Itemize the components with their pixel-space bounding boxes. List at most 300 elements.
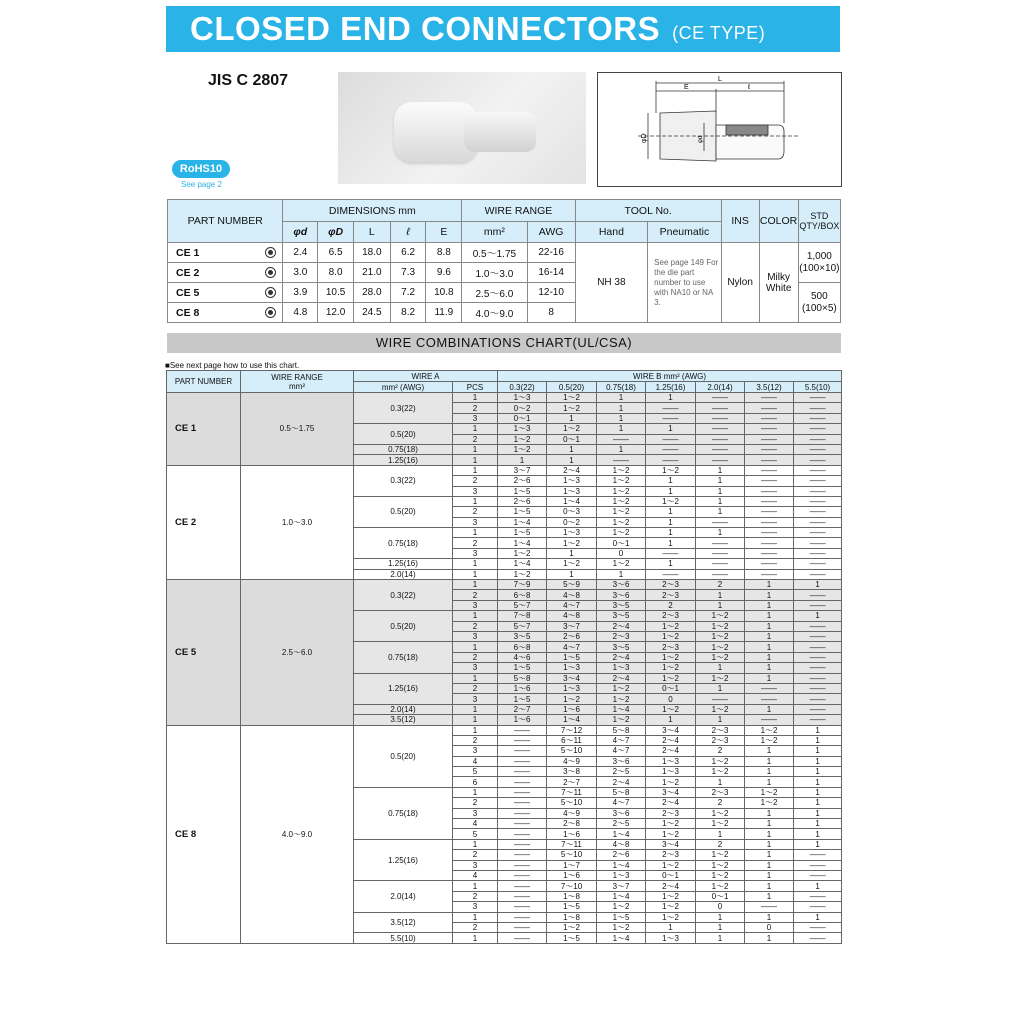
wc-cell: 1 xyxy=(745,777,794,787)
wc-part-number: CE 5 xyxy=(167,580,241,725)
standard-code: JIS C 2807 xyxy=(208,72,289,89)
wc-cell: 1〜2 xyxy=(696,808,745,818)
wc-cell: ―― xyxy=(794,413,842,423)
wc-pcs: 4 xyxy=(453,870,498,880)
wc-cell: 1 xyxy=(696,829,745,839)
dim-mm2: 1.0〜3.0 xyxy=(462,263,527,283)
wc-cell: ―― xyxy=(794,933,842,943)
wc-cell: 4〜7 xyxy=(597,798,646,808)
wc-cell: 1〜2 xyxy=(646,860,696,870)
wc-cell: 1〜2 xyxy=(646,652,696,662)
label-d: φd xyxy=(698,135,704,143)
wc-cell: 2〜6 xyxy=(597,850,646,860)
wc-cell: ―― xyxy=(498,725,547,735)
wc-pcs: 2 xyxy=(453,476,498,486)
wc-wire-range: 1.0〜3.0 xyxy=(241,465,354,579)
wc-cell: ―― xyxy=(498,829,547,839)
wc-cell: ―― xyxy=(794,434,842,444)
wc-cell: 1〜5 xyxy=(547,933,597,943)
wc-pcs: 3 xyxy=(453,663,498,673)
jis-mark-icon xyxy=(265,307,276,318)
wc-pcs: 1 xyxy=(453,559,498,569)
wc-cell: 1 xyxy=(646,538,696,548)
wc-cell: ―― xyxy=(745,528,794,538)
wc-cell: 1〜3 xyxy=(547,528,597,538)
wc-cell: 1〜8 xyxy=(547,912,597,922)
wc-cell: 1 xyxy=(696,507,745,517)
label-l: ℓ xyxy=(748,84,751,91)
dim-awg: 12-10 xyxy=(527,283,575,303)
wc-cell: 1 xyxy=(646,715,696,725)
wc-th-range xyxy=(241,371,354,393)
rohs-note: See page 2 xyxy=(181,180,222,189)
wc-cell: 0〜1 xyxy=(646,870,696,880)
dim-d: 3.0 xyxy=(283,263,318,283)
wc-cell: 1〜2 xyxy=(646,891,696,901)
wc-cell: 6〜8 xyxy=(498,590,547,600)
wc-cell: 1 xyxy=(696,496,745,506)
wc-cell: ―― xyxy=(745,444,794,454)
wc-pcs: 3 xyxy=(453,694,498,704)
dim-pneumatic-tool: See page 149 For the die part number to use with NA10 or NA 3. xyxy=(648,243,722,323)
wc-cell: 1 xyxy=(547,413,597,423)
dim-qty-b xyxy=(798,283,840,323)
wc-pcs: 1 xyxy=(453,673,498,683)
wc-pcs: 3 xyxy=(453,902,498,912)
wc-cell: 2〜4 xyxy=(646,798,696,808)
wc-pcs: 2 xyxy=(453,434,498,444)
th-d: φd xyxy=(283,222,318,243)
wc-th-col: 5.5(10) xyxy=(794,382,842,393)
title-banner xyxy=(166,6,840,52)
dim-ins: Nylon xyxy=(721,243,759,323)
wc-cell: ―― xyxy=(745,715,794,725)
wc-cell: 1〜2 xyxy=(696,881,745,891)
wc-cell: 0 xyxy=(745,922,794,932)
wc-cell: 1 xyxy=(794,756,842,766)
wc-cell: 2〜3 xyxy=(696,725,745,735)
wc-cell: ―― xyxy=(794,528,842,538)
wc-cell: ―― xyxy=(696,403,745,413)
wc-cell: 1 xyxy=(547,444,597,454)
wc-cell: 2〜8 xyxy=(547,819,597,829)
wc-cell: 1 xyxy=(745,652,794,662)
wc-pcs: 3 xyxy=(453,413,498,423)
wc-cell: 1 xyxy=(745,839,794,849)
wc-cell: 2〜4 xyxy=(597,673,646,683)
wc-cell: 2〜7 xyxy=(547,777,597,787)
wc-cell: 1 xyxy=(498,455,547,465)
wire-chart-title: WIRE COMBINATIONS CHART(UL/CSA) xyxy=(167,333,841,353)
wc-cell: 1〜2 xyxy=(745,725,794,735)
wc-wire-a: 0.5(20) xyxy=(354,611,453,642)
wc-cell: 1〜2 xyxy=(646,912,696,922)
wc-cell: ―― xyxy=(794,424,842,434)
wc-cell: ―― xyxy=(696,517,745,527)
wc-pcs: 2 xyxy=(453,538,498,548)
wc-cell: 1 xyxy=(646,922,696,932)
wc-cell: 1〜8 xyxy=(547,891,597,901)
wc-cell: 1〜5 xyxy=(498,663,547,673)
wc-pcs: 2 xyxy=(453,922,498,932)
wc-cell: 1 xyxy=(745,850,794,860)
wc-wire-range: 0.5〜1.75 xyxy=(241,393,354,466)
wc-cell: 0〜2 xyxy=(498,403,547,413)
wc-cell: 1 xyxy=(696,476,745,486)
wc-pcs: 2 xyxy=(453,798,498,808)
wc-th-range-unit: mm² xyxy=(289,381,305,391)
dim-row xyxy=(168,243,841,263)
wc-cell: 7〜11 xyxy=(547,839,597,849)
dim-l: 7.3 xyxy=(390,263,426,283)
wc-cell: 3〜4 xyxy=(646,839,696,849)
dim-E: 10.8 xyxy=(426,283,462,303)
wc-cell: 2〜4 xyxy=(646,735,696,745)
wc-cell: 1〜2 xyxy=(597,694,646,704)
connector-drawing-svg xyxy=(598,73,841,186)
wc-cell: 1〜5 xyxy=(547,652,597,662)
wc-cell: 1 xyxy=(696,777,745,787)
wc-cell: ―― xyxy=(745,559,794,569)
dim-mm2: 4.0〜9.0 xyxy=(462,303,527,323)
wc-cell: ―― xyxy=(794,455,842,465)
dim-mm2: 2.5〜6.0 xyxy=(462,283,527,303)
wc-cell: ―― xyxy=(794,507,842,517)
wc-row xyxy=(167,465,842,475)
th-hand: Hand xyxy=(575,222,648,243)
wc-cell: 1〜4 xyxy=(597,704,646,714)
wc-part-number: CE 2 xyxy=(167,465,241,579)
wc-group xyxy=(167,465,842,579)
product-photo xyxy=(338,72,586,184)
wc-cell: ―― xyxy=(794,683,842,693)
wc-pcs: 2 xyxy=(453,891,498,901)
wc-cell: ―― xyxy=(498,798,547,808)
wc-cell: 1 xyxy=(745,819,794,829)
wc-cell: 1〜2 xyxy=(597,476,646,486)
wc-cell: 2〜4 xyxy=(646,881,696,891)
wc-cell: 1〜4 xyxy=(597,829,646,839)
wc-cell: 5〜9 xyxy=(547,580,597,590)
wc-wire-a: 2.0(14) xyxy=(354,704,453,714)
wc-th-col: 3.5(12) xyxy=(745,382,794,393)
wc-cell: ―― xyxy=(745,538,794,548)
dim-E: 9.6 xyxy=(426,263,462,283)
wc-cell: ―― xyxy=(794,590,842,600)
wc-cell: 1 xyxy=(745,590,794,600)
wc-cell: 1 xyxy=(794,839,842,849)
wc-cell: 3〜5 xyxy=(597,600,646,610)
wire-chart-note: ■See next page how to use this chart. xyxy=(165,361,300,370)
dim-part-label: CE 2 xyxy=(176,266,200,279)
th-D: φD xyxy=(318,222,354,243)
wc-cell: ―― xyxy=(745,517,794,527)
dim-part-number xyxy=(168,243,283,263)
wc-cell: ―― xyxy=(498,839,547,849)
wc-cell: 1 xyxy=(745,673,794,683)
wc-cell: 1〜2 xyxy=(597,715,646,725)
wc-wire-range: 2.5〜6.0 xyxy=(241,580,354,725)
wc-cell: 5〜7 xyxy=(498,621,547,631)
wc-cell: 3〜5 xyxy=(498,631,547,641)
wc-cell: ―― xyxy=(794,652,842,662)
wc-cell: 1〜3 xyxy=(498,393,547,403)
wc-cell: ―― xyxy=(696,424,745,434)
wc-cell: 0〜3 xyxy=(547,507,597,517)
wc-cell: 7〜9 xyxy=(498,580,547,590)
connector-sleeve xyxy=(464,112,536,152)
wc-cell: ―― xyxy=(696,548,745,558)
wc-cell: 3〜6 xyxy=(597,756,646,766)
wc-cell: 1 xyxy=(794,725,842,735)
wc-cell: 7〜11 xyxy=(547,787,597,797)
dim-L: 21.0 xyxy=(353,263,390,283)
wc-cell: ―― xyxy=(794,393,842,403)
wc-cell: 1 xyxy=(745,870,794,880)
wc-wire-a: 5.5(10) xyxy=(354,933,453,943)
wc-cell: 1〜2 xyxy=(745,787,794,797)
wc-cell: 1 xyxy=(696,683,745,693)
wc-cell: 1 xyxy=(646,517,696,527)
wc-cell: 2〜4 xyxy=(547,465,597,475)
wc-cell: 7〜12 xyxy=(547,725,597,735)
wc-cell: ―― xyxy=(745,393,794,403)
wc-pcs: 2 xyxy=(453,507,498,517)
wc-cell: 1 xyxy=(696,933,745,943)
dim-qty-a-pack: (100×10) xyxy=(799,262,840,274)
wc-cell: 1 xyxy=(696,600,745,610)
wc-cell: 2〜3 xyxy=(646,580,696,590)
wc-cell: 1〜5 xyxy=(547,902,597,912)
wc-cell: 1〜2 xyxy=(696,652,745,662)
wc-cell: ―― xyxy=(794,663,842,673)
wc-cell: 1 xyxy=(646,424,696,434)
wc-cell: ―― xyxy=(794,673,842,683)
wc-cell: ―― xyxy=(794,600,842,610)
wc-cell: 1 xyxy=(745,767,794,777)
dim-L: 24.5 xyxy=(353,303,390,323)
wc-cell: 1〜2 xyxy=(498,434,547,444)
wc-cell: 3〜8 xyxy=(547,767,597,777)
wc-wire-a: 2.0(14) xyxy=(354,881,453,912)
wc-cell: ―― xyxy=(794,694,842,704)
wc-cell: 1 xyxy=(745,912,794,922)
wc-cell: 6〜11 xyxy=(547,735,597,745)
wc-cell: 1〜7 xyxy=(547,860,597,870)
page-title: CLOSED END CONNECTORS xyxy=(190,10,661,47)
wc-cell: 2 xyxy=(646,600,696,610)
wc-pcs: 1 xyxy=(453,787,498,797)
wc-cell: 1 xyxy=(547,569,597,579)
wc-cell: 1〜3 xyxy=(597,870,646,880)
wc-cell: 1〜2 xyxy=(745,735,794,745)
wc-pcs: 3 xyxy=(453,860,498,870)
dim-D: 6.5 xyxy=(318,243,354,263)
wc-cell: 1〜6 xyxy=(547,870,597,880)
wc-cell: ―― xyxy=(794,476,842,486)
wc-cell: 1 xyxy=(794,881,842,891)
wc-cell: 1〜2 xyxy=(696,611,745,621)
wc-cell: 4〜9 xyxy=(547,808,597,818)
wc-cell: 0 xyxy=(696,902,745,912)
wc-cell: ―― xyxy=(646,455,696,465)
wc-pcs: 4 xyxy=(453,756,498,766)
wc-cell: ―― xyxy=(794,465,842,475)
wc-cell: ―― xyxy=(498,850,547,860)
wc-cell: ―― xyxy=(498,902,547,912)
wc-pcs: 1 xyxy=(453,528,498,538)
dim-d: 4.8 xyxy=(283,303,318,323)
wc-pcs: 2 xyxy=(453,735,498,745)
dim-hand-tool: NH 38 xyxy=(575,243,648,323)
wc-wire-a: 0.3(22) xyxy=(354,465,453,496)
wc-cell: 1 xyxy=(646,507,696,517)
wc-cell: ―― xyxy=(696,559,745,569)
wc-cell: 1〜3 xyxy=(547,663,597,673)
wc-wire-a: 1.25(16) xyxy=(354,559,453,569)
wc-cell: 1〜2 xyxy=(646,496,696,506)
wc-cell: 1〜2 xyxy=(646,663,696,673)
wc-cell: 1 xyxy=(745,860,794,870)
th-ins: INS xyxy=(721,200,759,243)
wc-pcs: 2 xyxy=(453,850,498,860)
wc-cell: 1〜5 xyxy=(498,486,547,496)
wc-cell: 1 xyxy=(794,829,842,839)
wc-cell: ―― xyxy=(794,631,842,641)
wc-cell: 2〜6 xyxy=(498,496,547,506)
dim-qty-a xyxy=(798,243,840,283)
wc-cell: 1〜2 xyxy=(646,819,696,829)
wc-cell: 1 xyxy=(696,922,745,932)
wc-row xyxy=(167,580,842,590)
wc-cell: 1〜2 xyxy=(547,694,597,704)
wc-cell: 5〜10 xyxy=(547,746,597,756)
wc-cell: 1 xyxy=(745,600,794,610)
wc-cell: 3〜7 xyxy=(498,465,547,475)
wc-cell: ―― xyxy=(794,548,842,558)
wc-cell: ―― xyxy=(794,486,842,496)
dim-D: 10.5 xyxy=(318,283,354,303)
wc-cell: ―― xyxy=(498,767,547,777)
wc-cell: ―― xyxy=(794,496,842,506)
wc-cell: ―― xyxy=(745,413,794,423)
wc-cell: 1〜2 xyxy=(696,642,745,652)
wc-cell: ―― xyxy=(794,403,842,413)
dim-qty-b-value: 500 xyxy=(811,290,828,302)
wc-cell: 3〜7 xyxy=(547,621,597,631)
dimension-drawing xyxy=(597,72,842,187)
th-tool: TOOL No. xyxy=(575,200,721,222)
th-awg: AWG xyxy=(527,222,575,243)
wc-cell: 1 xyxy=(597,413,646,423)
label-E: E xyxy=(684,84,689,91)
th-E: E xyxy=(426,222,462,243)
th-std-qty: STD QTY/BOX xyxy=(798,200,840,243)
wc-cell: ―― xyxy=(498,735,547,745)
wc-cell: ―― xyxy=(646,548,696,558)
wc-pcs: 1 xyxy=(453,881,498,891)
wc-cell: 1〜2 xyxy=(547,424,597,434)
wc-pcs: 3 xyxy=(453,486,498,496)
wc-cell: 1 xyxy=(794,611,842,621)
wc-cell: 1〜3 xyxy=(547,683,597,693)
wc-cell: 1 xyxy=(646,559,696,569)
wc-cell: 3〜4 xyxy=(646,725,696,735)
wc-pcs: 3 xyxy=(453,517,498,527)
wc-cell: ―― xyxy=(794,517,842,527)
wc-cell: ―― xyxy=(794,860,842,870)
wc-cell: ―― xyxy=(696,538,745,548)
wc-cell: 0〜1 xyxy=(498,413,547,423)
wc-cell: 1 xyxy=(696,528,745,538)
wc-cell: 4〜8 xyxy=(547,590,597,600)
wc-cell: 1〜5 xyxy=(498,528,547,538)
wc-pcs: 1 xyxy=(453,725,498,735)
wc-pcs: 2 xyxy=(453,621,498,631)
dim-part-number xyxy=(168,263,283,283)
wc-cell: ―― xyxy=(696,694,745,704)
th-color: COLOR xyxy=(759,200,798,243)
wc-cell: 1〜2 xyxy=(745,798,794,808)
wc-cell: 4〜7 xyxy=(597,735,646,745)
wc-pcs: 1 xyxy=(453,496,498,506)
wc-cell: 1〜2 xyxy=(597,922,646,932)
wc-cell: 1〜2 xyxy=(547,922,597,932)
wc-cell: 1〜5 xyxy=(597,912,646,922)
wc-cell: ―― xyxy=(646,444,696,454)
wc-cell: 1〜2 xyxy=(597,486,646,496)
wc-cell: 1 xyxy=(745,631,794,641)
dim-D: 8.0 xyxy=(318,263,354,283)
wc-wire-a: 3.5(12) xyxy=(354,912,453,933)
wc-pcs: 1 xyxy=(453,611,498,621)
label-D: φD xyxy=(641,133,648,143)
wc-cell: ―― xyxy=(696,569,745,579)
wc-cell: 1 xyxy=(696,590,745,600)
wc-cell: 1〜2 xyxy=(696,756,745,766)
wc-cell: 1〜2 xyxy=(646,704,696,714)
wc-cell: ―― xyxy=(696,393,745,403)
wc-cell: 1 xyxy=(794,787,842,797)
wc-cell: ―― xyxy=(745,694,794,704)
wc-cell: 1 xyxy=(745,829,794,839)
wc-cell: 1〜2 xyxy=(597,559,646,569)
wc-pcs: 2 xyxy=(453,683,498,693)
dim-E: 11.9 xyxy=(426,303,462,323)
wc-cell: 1〜2 xyxy=(646,465,696,475)
wc-cell: 2〜3 xyxy=(646,611,696,621)
wc-cell: ―― xyxy=(794,538,842,548)
dimensions-table xyxy=(167,199,841,323)
wc-cell: ―― xyxy=(794,704,842,714)
wc-cell: 1〜5 xyxy=(498,694,547,704)
dim-l: 6.2 xyxy=(390,243,426,263)
th-L: L xyxy=(353,222,390,243)
wc-cell: 2〜3 xyxy=(696,735,745,745)
wc-cell: ―― xyxy=(794,922,842,932)
wc-pcs: 1 xyxy=(453,715,498,725)
dim-qty-a-value: 1,000 xyxy=(806,250,832,262)
wc-cell: ―― xyxy=(745,476,794,486)
dim-L: 18.0 xyxy=(353,243,390,263)
wc-cell: ―― xyxy=(745,548,794,558)
wc-wire-a: 0.5(20) xyxy=(354,725,453,787)
wc-cell: 1 xyxy=(597,393,646,403)
wc-cell: 2 xyxy=(696,839,745,849)
wc-cell: ―― xyxy=(794,850,842,860)
wc-part-number: CE 8 xyxy=(167,725,241,943)
wc-pcs: 1 xyxy=(453,424,498,434)
